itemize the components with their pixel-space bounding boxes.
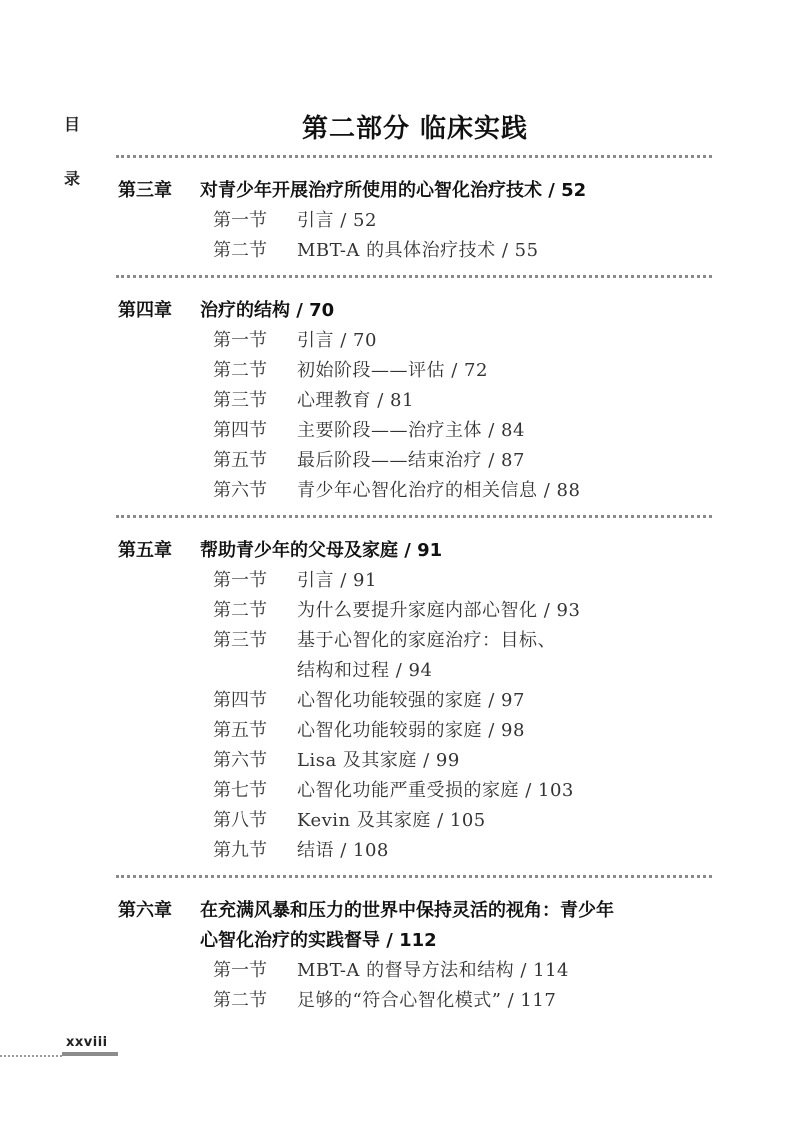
toc-section[interactable]: [213, 806, 486, 832]
toc-section[interactable]: [213, 416, 525, 442]
section-number: 第六节: [213, 480, 267, 501]
toc-chapter[interactable]: [118, 176, 586, 202]
section-number: 第二节: [213, 360, 267, 381]
section-title: 引言 / 52: [297, 210, 377, 231]
toc-section[interactable]: [213, 956, 569, 982]
chapter-title: 帮助青少年的父母及家庭 / 91: [200, 540, 443, 561]
section-title: 青少年心智化治疗的相关信息 / 88: [297, 480, 581, 501]
dotted-divider: [116, 875, 712, 878]
section-number: 第三节: [213, 630, 267, 651]
section-number: 第二节: [213, 600, 267, 621]
section-number: 第八节: [213, 810, 267, 831]
toc-chapter[interactable]: [118, 296, 334, 322]
dotted-divider: [116, 515, 712, 518]
part-title: 第二部分 临床实践: [301, 114, 529, 144]
section-number: 第五节: [213, 450, 267, 471]
toc-section[interactable]: [213, 446, 525, 472]
chapter-title: 对青少年开展治疗所使用的心智化治疗技术 / 52: [200, 180, 587, 201]
toc-chapter[interactable]: [118, 536, 442, 562]
toc-section[interactable]: [213, 746, 460, 772]
section-title: Lisa 及其家庭 / 99: [297, 750, 460, 771]
toc-section[interactable]: [213, 236, 539, 262]
side-label-2: 录: [64, 169, 81, 188]
section-number: 第六节: [213, 750, 267, 771]
toc-section[interactable]: [213, 776, 574, 802]
section-title-continuation: 结构和过程 / 94: [297, 660, 433, 681]
section-title: 引言 / 91: [297, 570, 377, 591]
section-title: 心理教育 / 81: [297, 390, 414, 411]
toc-section[interactable]: [213, 326, 377, 352]
toc-section[interactable]: [213, 596, 580, 622]
section-number: 第二节: [213, 240, 267, 261]
chapter-number: 第三章: [118, 180, 172, 201]
dotted-divider: [116, 275, 712, 278]
section-title: 基于心智化的家庭治疗：目标、: [297, 630, 556, 651]
page-number-bar: [62, 1052, 118, 1056]
section-title: 心智化功能较弱的家庭 / 98: [297, 720, 525, 741]
section-title: 初始阶段——评估 / 72: [297, 360, 488, 381]
section-number: 第七节: [213, 780, 267, 801]
section-number: 第五节: [213, 720, 267, 741]
section-title: MBT-A 的具体治疗技术 / 55: [297, 240, 539, 261]
chapter-number: 第六章: [118, 900, 172, 921]
toc-section[interactable]: [213, 386, 414, 412]
section-title: 为什么要提升家庭内部心智化 / 93: [297, 600, 581, 621]
section-number: 第九节: [213, 840, 267, 861]
section-number: 第一节: [213, 330, 267, 351]
side-label-1: 目: [64, 115, 81, 134]
toc-section[interactable]: [213, 356, 488, 382]
dotted-divider: [116, 155, 712, 158]
section-title: 心智化功能较强的家庭 / 97: [297, 690, 525, 711]
page-number: xxviii: [66, 1035, 108, 1050]
toc-section[interactable]: [213, 476, 580, 502]
section-number: 第一节: [213, 570, 267, 591]
section-number: 第一节: [213, 960, 267, 981]
section-title: 结语 / 108: [297, 840, 389, 861]
toc-section[interactable]: [213, 626, 556, 652]
section-title: MBT-A 的督导方法和结构 / 114: [297, 960, 570, 981]
section-title: 引言 / 70: [297, 330, 377, 351]
section-title: Kevin 及其家庭 / 105: [297, 810, 486, 831]
toc-section[interactable]: [213, 836, 389, 862]
section-number: 第四节: [213, 690, 267, 711]
chapter-number: 第四章: [118, 300, 172, 321]
section-number: 第一节: [213, 210, 267, 231]
chapter-title: 治疗的结构 / 70: [200, 300, 335, 321]
section-title: 足够的“符合心智化模式” / 117: [297, 990, 557, 1011]
footer-dotted-line: [0, 1055, 62, 1057]
section-title: 主要阶段——治疗主体 / 84: [297, 420, 525, 441]
chapter-title: 在充满风暴和压力的世界中保持灵活的视角：青少年: [200, 900, 614, 921]
section-title: 心智化功能严重受损的家庭 / 103: [297, 780, 574, 801]
toc-section[interactable]: [213, 686, 525, 712]
section-number: 第四节: [213, 420, 267, 441]
toc-section[interactable]: [213, 206, 377, 232]
chapter-title-continuation: 心智化治疗的实践督导 / 112: [200, 930, 437, 951]
toc-section[interactable]: [213, 716, 525, 742]
chapter-number: 第五章: [118, 540, 172, 561]
section-number: 第二节: [213, 990, 267, 1011]
section-number: 第三节: [213, 390, 267, 411]
section-title: 最后阶段——结束治疗 / 87: [297, 450, 525, 471]
toc-chapter[interactable]: [118, 896, 614, 922]
toc-section[interactable]: [213, 566, 377, 592]
toc-section[interactable]: [213, 986, 556, 1012]
